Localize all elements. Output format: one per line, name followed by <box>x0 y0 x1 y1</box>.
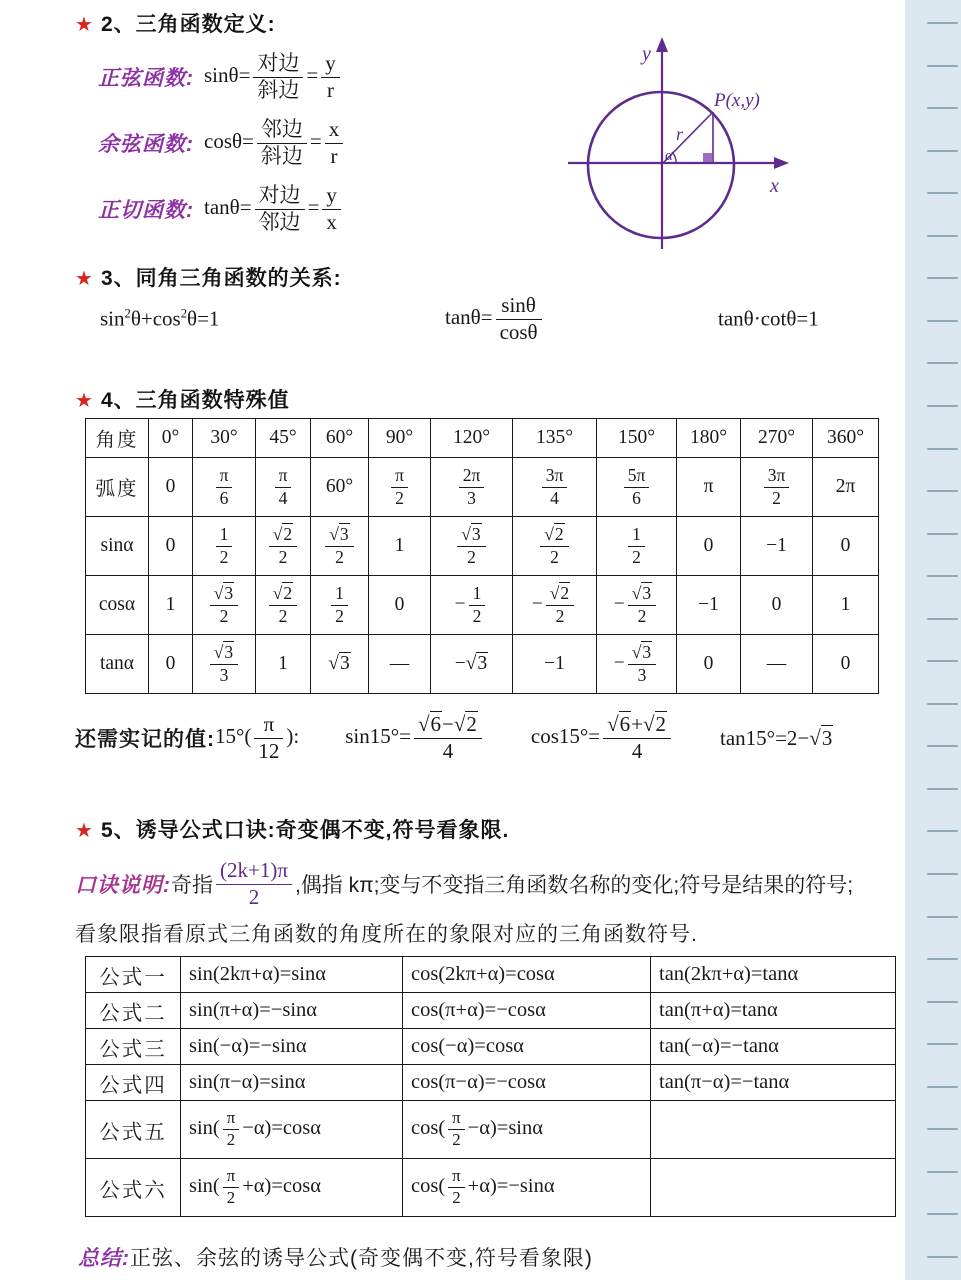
ruled-line <box>927 788 958 790</box>
special-values-table <box>85 418 879 694</box>
table-cell: tan(π+α)=tanα <box>651 993 896 1029</box>
table-cell: −1 <box>741 517 813 576</box>
table-cell: cos(−α)=cosα <box>403 1029 651 1065</box>
definition-formula: sinθ= $\frac{\text{对边}}{\text{斜边}}$ = $\frac{y}{r}$ <box>204 52 343 102</box>
ruled-line <box>927 1043 958 1045</box>
table-cell: 90° <box>369 419 431 458</box>
star-icon: ★ <box>75 268 94 290</box>
ruled-line <box>927 448 958 450</box>
section3-title-text: 3、同角三角函数的关系: <box>100 267 342 290</box>
table-row <box>86 1065 896 1101</box>
mnemonic-note <box>75 856 960 948</box>
table-cell: 360° <box>813 419 879 458</box>
table-cell: tanα <box>86 635 149 694</box>
ruled-line <box>927 235 958 237</box>
section5-title <box>75 814 509 844</box>
y-axis-label: y <box>642 43 651 65</box>
table-cell: 公式三 <box>86 1029 181 1065</box>
table-cell: 0 <box>813 517 879 576</box>
table-cell: $\frac{1}{2}$ <box>193 517 256 576</box>
table-cell: sin( $\frac{\pi}{2}$ +α)=cosα <box>181 1159 403 1217</box>
ruled-line <box>927 745 958 747</box>
table-cell: sinα <box>86 517 149 576</box>
identity-formula: $\sin^2\theta+\cos^2\theta=1$ <box>100 306 220 331</box>
ruled-line <box>927 618 958 620</box>
table-cell: $\frac{√3}{2}$ <box>311 517 369 576</box>
table-row <box>86 517 879 576</box>
ruled-line <box>927 958 958 960</box>
table-row <box>86 458 879 517</box>
section4-title-text: 4、三角函数特殊值 <box>100 389 290 412</box>
table-cell: cosα <box>86 576 149 635</box>
note-text: 奇指 <box>171 874 213 897</box>
table-cell: cos(π−α)=−cosα <box>403 1065 651 1101</box>
table-cell: — <box>741 635 813 694</box>
ruled-line <box>927 192 958 194</box>
table-cell <box>651 1101 896 1159</box>
memorize-lead: 15°( $\frac{\pi}{12}$ ): <box>215 711 300 763</box>
ruled-line <box>927 1213 958 1215</box>
section2-title <box>75 8 276 38</box>
table-cell: − $\frac{√3}{3}$ <box>597 635 677 694</box>
definition-row <box>98 176 346 242</box>
mnemonic-note-line2: 看象限指看原式三角函数的角度所在的象限对应的三角函数符号. <box>75 923 698 946</box>
note-fraction: $\frac{(2k+1)\pi}{2}$ <box>213 859 295 909</box>
table-cell: $\frac{3\pi}{2}$ <box>741 458 813 517</box>
table-cell: 1 <box>149 576 193 635</box>
table-cell: − $\frac{1}{2}$ <box>431 576 513 635</box>
summary-text: 正弦、余弦的诱导公式(奇变偶不变,符号看象限) <box>130 1247 593 1270</box>
mnemonic-note-line1 <box>75 856 960 912</box>
section4-title <box>75 384 290 414</box>
table-cell: tan(−α)=−tanα <box>651 1029 896 1065</box>
memorize-item: cos15°= $\frac{√6+√2}{4}$ <box>531 713 674 763</box>
note-text: ,偶指 kπ;变与不变指三角函数名称的变化;符号是结果的符号; <box>294 874 854 897</box>
point-label: P(x,y) <box>714 90 760 111</box>
definition-row <box>98 44 346 110</box>
angle-label: α <box>665 148 673 164</box>
table-cell <box>651 1159 896 1217</box>
table-cell: cos(π+α)=−cosα <box>403 993 651 1029</box>
identity-formula: tanθ·cotθ=1 <box>718 306 819 331</box>
table-cell: tan(π−α)=−tanα <box>651 1065 896 1101</box>
table-cell: −1 <box>677 576 741 635</box>
table-cell: cos( $\frac{\pi}{2}$ +α)=−sinα <box>403 1159 651 1217</box>
ruled-line <box>927 1128 958 1130</box>
table-cell: $\frac{3\pi}{4}$ <box>513 458 597 517</box>
right-angle-marker <box>703 153 712 162</box>
table-cell: cos( $\frac{\pi}{2}$ −α)=sinα <box>403 1101 651 1159</box>
table-cell: $\frac{2\pi}{3}$ <box>431 458 513 517</box>
table-cell: 60° <box>311 419 369 458</box>
table-cell: 公式四 <box>86 1065 181 1101</box>
ruled-line <box>927 533 958 535</box>
summary-label: 总结: <box>78 1247 130 1270</box>
table-cell: π <box>677 458 741 517</box>
definition-formula: cosθ= $\frac{\text{邻边}}{\text{斜边}}$ = $\frac{x}{r}$ <box>204 118 346 168</box>
ruled-line <box>927 150 958 152</box>
ruled-line <box>927 1001 958 1003</box>
note-label: 口诀说明: <box>75 874 171 897</box>
table-cell: 公式六 <box>86 1159 181 1217</box>
ruled-line <box>927 22 958 24</box>
table-cell: 1 <box>813 576 879 635</box>
ruled-line <box>927 490 958 492</box>
ruled-line <box>927 830 958 832</box>
table-cell: − $\frac{√3}{2}$ <box>597 576 677 635</box>
notebook-edge <box>905 0 961 1280</box>
table-cell: $\frac{1}{2}$ <box>597 517 677 576</box>
memorize-line <box>75 706 833 770</box>
table-cell: 角度 <box>86 419 149 458</box>
table-cell: $\frac{√2}{2}$ <box>256 576 311 635</box>
table-cell: sin(π+α)=−sinα <box>181 993 403 1029</box>
table-cell: sin(2kπ+α)=sinα <box>181 957 403 993</box>
table-cell: 0 <box>813 635 879 694</box>
table-cell: 1 <box>369 517 431 576</box>
table-cell: sin(π−α)=sinα <box>181 1065 403 1101</box>
star-icon: ★ <box>75 390 94 412</box>
table-cell: cos(2kπ+α)=cosα <box>403 957 651 993</box>
table-cell: 120° <box>431 419 513 458</box>
induction-formula-table <box>85 956 896 1217</box>
definition-label: 正弦函数: <box>98 67 194 90</box>
definition-row <box>98 110 346 176</box>
table-cell: √3 <box>311 635 369 694</box>
ruled-line <box>927 1086 958 1088</box>
table-cell: 180° <box>677 419 741 458</box>
table-cell: 2π <box>813 458 879 517</box>
table-cell: sin( $\frac{\pi}{2}$ −α)=cosα <box>181 1101 403 1159</box>
table-cell: 60° <box>311 458 369 517</box>
unit-circle-diagram <box>552 36 802 254</box>
table-cell: 0 <box>677 517 741 576</box>
definition-formula: tanθ= $\frac{\text{对边}}{\text{邻边}}$ = $\frac{y}{x}$ <box>204 184 344 234</box>
y-axis-arrow <box>656 37 668 52</box>
definition-label: 余弦函数: <box>98 133 194 156</box>
section2-title-text: 2、三角函数定义: <box>100 13 276 36</box>
star-icon: ★ <box>75 820 94 842</box>
table-cell: −1 <box>513 635 597 694</box>
table-cell: 135° <box>513 419 597 458</box>
table-cell: 0 <box>741 576 813 635</box>
definitions-block <box>98 44 346 242</box>
table-cell: $\frac{√3}{3}$ <box>193 635 256 694</box>
ruled-line <box>927 320 958 322</box>
table-row <box>86 576 879 635</box>
ruled-line <box>927 362 958 364</box>
table-cell: 0 <box>149 517 193 576</box>
radius-label: r <box>676 124 684 144</box>
table-row <box>86 419 879 458</box>
table-cell: $\frac{\pi}{4}$ <box>256 458 311 517</box>
table-cell: 公式五 <box>86 1101 181 1159</box>
ruled-line <box>927 405 958 407</box>
ruled-line <box>927 107 958 109</box>
table-cell: $\frac{\pi}{2}$ <box>369 458 431 517</box>
table-cell: 弧度 <box>86 458 149 517</box>
definition-label: 正切函数: <box>98 199 194 222</box>
table-cell: 150° <box>597 419 677 458</box>
table-cell: − $\frac{√2}{2}$ <box>513 576 597 635</box>
table-row <box>86 957 896 993</box>
section5-title-text: 5、诱导公式口诀:奇变偶不变,符号看象限. <box>100 819 510 842</box>
table-cell: 0 <box>369 576 431 635</box>
table-cell: — <box>369 635 431 694</box>
table-row <box>86 635 879 694</box>
summary-line <box>78 1242 593 1272</box>
memorize-item: tan15°=2−√3 <box>720 725 833 750</box>
ruled-line <box>927 703 958 705</box>
table-row <box>86 993 896 1029</box>
ruled-line <box>927 65 958 67</box>
table-cell: 45° <box>256 419 311 458</box>
identity-formulas <box>0 286 905 352</box>
table-cell: 1 <box>256 635 311 694</box>
table-cell: $\frac{5\pi}{6}$ <box>597 458 677 517</box>
star-icon: ★ <box>75 14 94 36</box>
x-axis-arrow <box>774 157 789 169</box>
table-cell: $\frac{√2}{2}$ <box>256 517 311 576</box>
table-cell: 270° <box>741 419 813 458</box>
ruled-line <box>927 277 958 279</box>
table-cell: 0 <box>149 458 193 517</box>
table-cell: $\frac{1}{2}$ <box>311 576 369 635</box>
table-cell: −√3 <box>431 635 513 694</box>
identity-formula: tanθ= $\frac{\sin\theta}{\cos\theta}$ <box>445 294 545 344</box>
table-row <box>86 1101 896 1159</box>
table-cell: 公式二 <box>86 993 181 1029</box>
table-cell: sin(−α)=−sinα <box>181 1029 403 1065</box>
table-cell: $\frac{√3}{2}$ <box>431 517 513 576</box>
table-cell: 0° <box>149 419 193 458</box>
table-cell: 公式一 <box>86 957 181 993</box>
ruled-line <box>927 1256 958 1258</box>
memorize-item: sin15°= $\frac{√6-√2}{4}$ <box>345 713 485 763</box>
table-row <box>86 1159 896 1217</box>
table-cell: 0 <box>149 635 193 694</box>
table-cell: $\frac{√2}{2}$ <box>513 517 597 576</box>
table-row <box>86 1029 896 1065</box>
ruled-line <box>927 660 958 662</box>
table-cell: $\frac{√3}{2}$ <box>193 576 256 635</box>
table-cell: tan(2kπ+α)=tanα <box>651 957 896 993</box>
table-cell: $\frac{\pi}{6}$ <box>193 458 256 517</box>
memorize-prefix: 还需实记的值: <box>75 728 215 751</box>
table-cell: 30° <box>193 419 256 458</box>
table-cell: 0 <box>677 635 741 694</box>
ruled-line <box>927 1171 958 1173</box>
x-axis-label: x <box>770 175 779 197</box>
ruled-line <box>927 575 958 577</box>
